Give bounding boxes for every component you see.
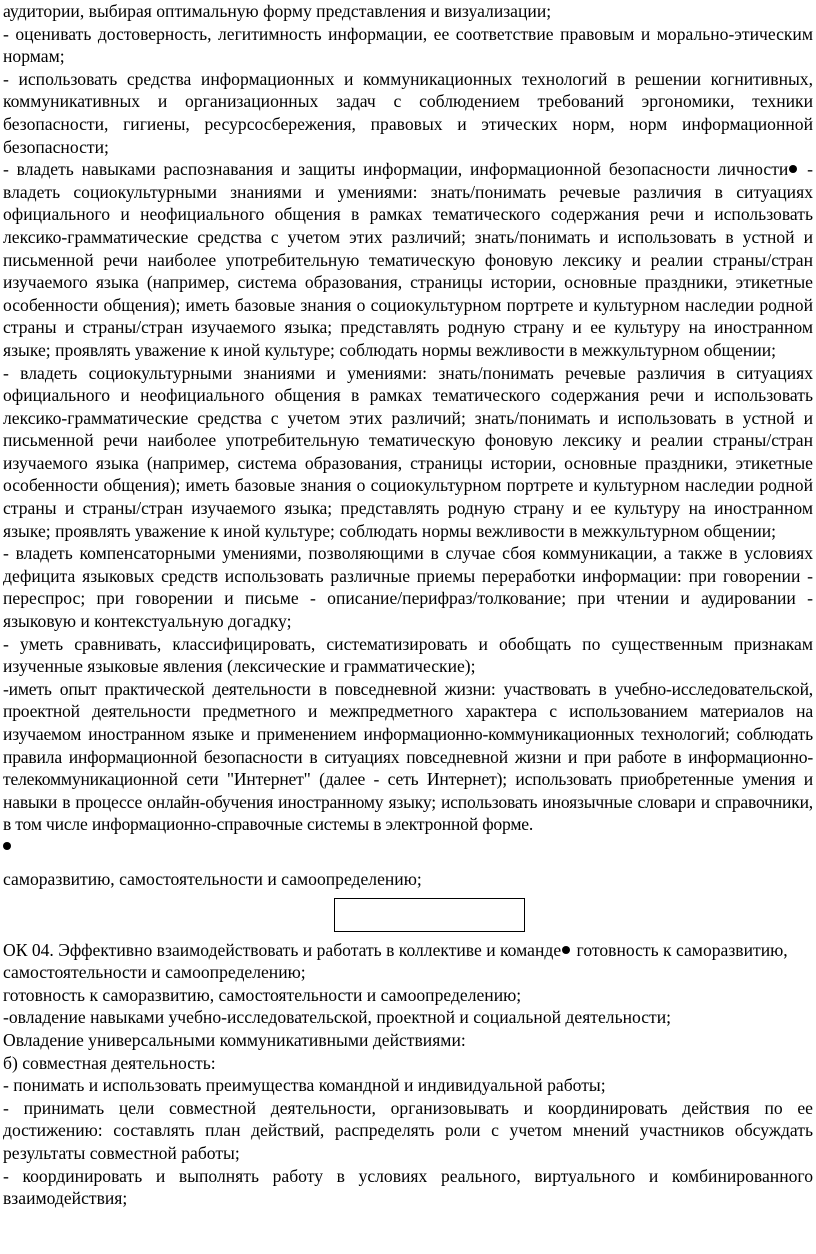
empty-box-row (3, 891, 813, 939)
paragraph-assess-reliability: - оценивать достоверность, легитимность информации, ее соответствие правовым и морально-этическим нормам; (3, 23, 813, 67)
paragraph-joint-activity: б) совместная деятельность: (3, 1052, 216, 1073)
paragraph-practical-experience: -иметь опыт практической деятельности в повседневной жизни: участвовать в учебно-исследовательской, проектной деятельности предметного и межпредметного характера с использованием материалов на изучаемом иностранном языке и применением информационно-коммуникационных технологий; соблюдать правила информационной безопасности в ситуациях повседневной жизни и при работе в информационно-телекоммуникационной сети "Интернет" (далее - сеть Интернет); использовать приобретенные умения и навыки в процессе онлайн-обучения иностранному языку; использовать иноязычные словари и справочники, в том числе информационно-справочные системы в электронной форме. (3, 678, 813, 835)
paragraph-self-development: саморазвитию, самостоятельности и самоопределению; (3, 868, 422, 889)
sociocultural-text-1: - владеть социокультурными знаниями и умениями: знать/понимать речевые различия в ситуациях официального и неофициального общения в рамках тематического содержания речи и использовать лексико-грамматические средства с учетом этих различий; знать/понимать и использовать в устной и письменной речи наиболее употребительную тематическую фоновую лексику и реалии страны/стран изучаемого языка (например, система образования, страницы истории, основные праздники, этикетные особенности общения); иметь базовые знания о социокультурном портрете и культурном наследии родной страны и страны/стран изучаемого языка; представлять родную страну и ее культуру на иностранном языке; проявлять уважение к иной культуре; соблюдать нормы вежливости в межкультурном общении; (3, 159, 813, 360)
paragraph-compare: - уметь сравнивать, классифицировать, систематизировать и обобщать по существенным признакам изученные языковые явления (лексические и грамматические); (3, 633, 813, 677)
paragraph-readiness: готовность к саморазвитию, самостоятельности и самоопределению; (3, 984, 522, 1005)
document-page (3, 0, 813, 1210)
paragraph-info-security (3, 158, 813, 361)
info-security-text: - владеть навыками распознавания и защиты информации, информационной безопасности личности (3, 159, 789, 180)
paragraph-goals: - принимать цели совместной деятельности, организовывать и координировать действия по ее достижению: составлять план действий, распределять роли с учетом мнений участников обсуждать результаты совместной работы; (3, 1097, 813, 1163)
bullet-icon (562, 946, 570, 954)
paragraph-audience: аудитории, выбирая оптимальную форму представления и визуализации; (3, 1, 552, 21)
paragraph-ok04 (3, 939, 813, 984)
empty-box (334, 898, 525, 932)
paragraph-compensatory: - владеть компенсаторными умениями, позволяющими в случае сбоя коммуникации, а также в условиях дефицита языковых средств использовать различные приемы переработки информации: при говорении - переспрос; при говорении и письме - описание/перифраз/толкование; при чтении и аудировании - языковую и контекстуальную догадку; (3, 543, 813, 632)
paragraph-teamwork: - понимать и использовать преимущества командной и индивидуальной работы; (3, 1075, 606, 1096)
ok04-title: ОК 04. Эффективно взаимодействовать и работать в коллективе и команде (3, 939, 562, 960)
paragraph-communicative-actions: Овладение универсальными коммуникативными действиями: (3, 1029, 466, 1050)
paragraph-coordinate: - координировать и выполнять работу в условиях реального, виртуального и комбинированного взаимодействия; (3, 1165, 813, 1209)
paragraph-ict-tools: - использовать средства информационных и коммуникационных технологий в решении когнитивных, коммуникативных и организационных задач с соблюдением требований эргономики, техники безопасности, гигиены, ресурсосбережения, правовых и этических норм, норм информационной безопасности; (3, 68, 813, 157)
ok04-readiness: готовность к саморазвитию, самостоятельности и самоопределению; (3, 939, 788, 983)
bullet-line (3, 836, 813, 860)
paragraph-research-skills: -овладение навыками учебно-исследовательской, проектной и социальной деятельности; (3, 1007, 672, 1028)
bullet-icon (3, 842, 11, 850)
paragraph-sociocultural: - владеть социокультурными знаниями и умениями: знать/понимать речевые различия в ситуациях официального и неофициального общения в рамках тематического содержания речи и использовать лексико-грамматические средства с учетом этих различий; знать/понимать и использовать в устной и письменной речи наиболее употребительную тематическую фоновую лексику и реалии страны/стран изучаемого языка (например, система образования, страницы истории, основные праздники, этикетные особенности общения); иметь базовые знания о социокультурном портрете и культурном наследии родной страны и страны/стран изучаемого языка; представлять родную страну и ее культуру на иностранном языке; проявлять уважение к иной культуре; соблюдать нормы вежливости в межкультурном общении; (3, 362, 813, 541)
bullet-icon (789, 165, 797, 173)
